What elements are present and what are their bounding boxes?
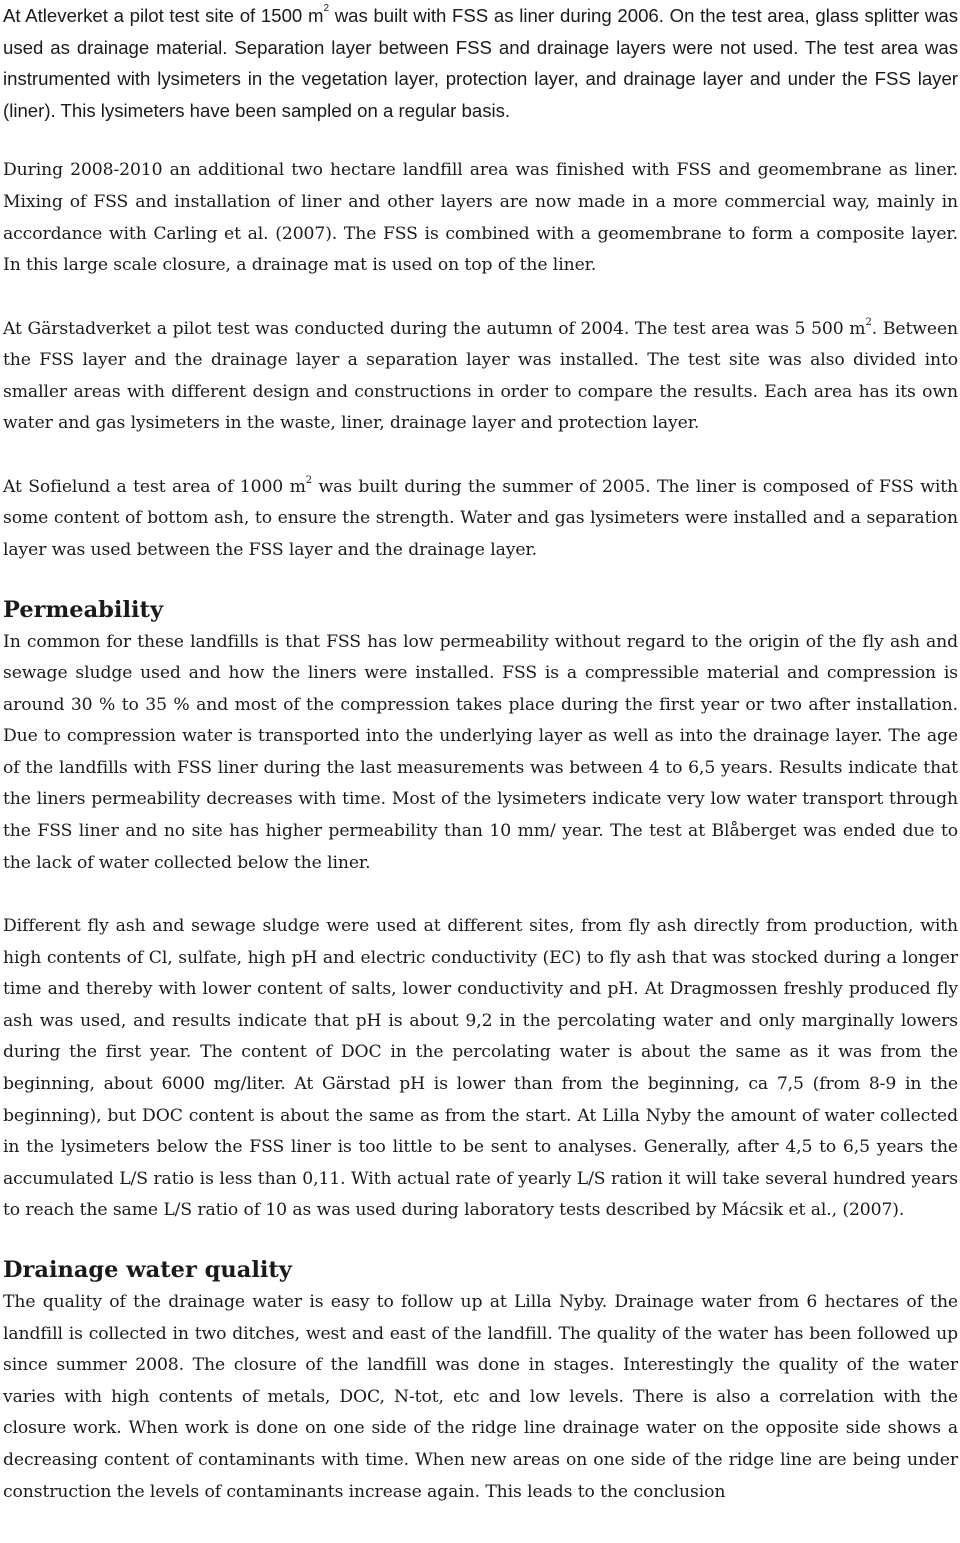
paragraph-garstadverket [3, 314, 958, 440]
paragraph-sofielund [3, 472, 958, 567]
paragraph-atleverket [3, 0, 958, 126]
paragraph-drainage-water: The quality of the drainage water is easy to follow up at Lilla Nyby. Drainage water from 6 hectares of the landfill is collected in two ditches, west and east of the landfill. The quality of the water has been followed up since summer 2008. The closure of the landfill was done in stages. Interestingly the quality of the water varies with high contents of metals, DOC, N-tot, etc and low levels. There is also a correlation with the closure work. When work is done on one side of the ridge line drainage water on the opposite side shows a decreasing content of contaminants with time. When new areas on one side of the ridge line are being under construction the levels of contaminants increase again. This leads to the conclusion [3, 1291, 958, 1502]
paragraph-landfill-2008-2010: During 2008-2010 an additional two hectare landfill area was finished with FSS and geomembrane as liner. Mixing of FSS and installation of liner and other layers are now made in a more commercial way, mainly in accordance with Carling et al. (2007). The FSS is combined with a geomembrane to form a composite layer. In this large scale closure, a drainage mat is used on top of the liner. [3, 160, 958, 276]
paragraph-sofielund-text-a: At Sofielund a test area of 1000 m [3, 476, 306, 497]
superscript-2: 2 [323, 3, 330, 14]
heading-permeability: Permeability [3, 596, 164, 623]
superscript-2: 2 [865, 316, 872, 328]
paragraph-garstadverket-text-b: . Between the FSS layer and the drainage layer a separation layer was installed. The test site was also divided into smaller areas with different design and constructions in order to compare the results. Each area has its own water and gas lysimeters in the waste, liner, drainage layer and protection layer. [3, 318, 958, 434]
paragraph-fly-ash-sites: Different fly ash and sewage sludge were used at different sites, from fly ash directly from production, with high contents of Cl, sulfate, high pH and electric conductivity (EC) to fly ash that was stocked during a longer time and thereby with lower content of salts, lower conductivity and pH. At Dragmossen freshly produced fly ash was used, and results indicate that pH is about 9,2 in the percolating water and only marginally lowers during the first year. The content of DOC in the percolating water is about the same as it was from the beginning, about 6000 mg/liter. At Gärstad pH is lower than from the beginning, ca 7,5 (from 8-9 in the beginning), but DOC content is about the same as from the start. At Lilla Nyby the amount of water collected in the lysimeters below the FSS liner is too little to be sent to analyses. Generally, after 4,5 to 6,5 years the accumulated L/S ratio is less than 0,11. With actual rate of yearly L/S ration it will take several hundred years to reach the same L/S ratio of 10 as was used during laboratory tests described by Mácsik et al., (2007). [3, 916, 958, 1221]
paragraph-atleverket-text-a: At Atleverket a pilot test site of 1500 m [3, 5, 324, 26]
paragraph-atleverket-text-b: was built with FSS as liner during 2006. On the test area, glass splitter was used as drainage material. Separation layer between FSS and drainage layers were not used. The test area was instrumented with lysimeters in the vegetation layer, protection layer, and drainage layer and under the FSS layer (liner). This lysimeters have been sampled on a regular basis. [3, 5, 958, 121]
paragraph-permeability: In common for these landfills is that FSS has low permeability without regard to the origin of the fly ash and sewage sludge used and how the liners were installed. FSS is a compressible material and compression is around 30 % to 35 % and most of the compression takes place during the first year or two after installation. Due to compression water is transported into the underlying layer as well as into the drainage layer. The age of the landfills with FSS liner during the last measurements was between 4 to 6,5 years. Results indicate that the liners permeability decreases with time. Most of the lysimeters indicate very low water transport through the FSS liner and no site has higher permeability than 10 mm/ year. The test at Blåberget was ended due to the lack of water collected below the liner. [3, 631, 958, 873]
paragraph-garstadverket-text-a: At Gärstadverket a pilot test was conducted during the autumn of 2004. The test area was 5 500 m [3, 318, 866, 339]
superscript-2: 2 [305, 474, 313, 486]
heading-drainage-water-quality: Drainage water quality [3, 1256, 292, 1283]
paragraph-sofielund-text-b: was built during the summer of 2005. The liner is composed of FSS with some content of bottom ash, to ensure the strength. Water and gas lysimeters were installed and a separation layer was used between the FSS layer and the drainage layer. [3, 476, 958, 560]
document-page [3, 0, 958, 1508]
